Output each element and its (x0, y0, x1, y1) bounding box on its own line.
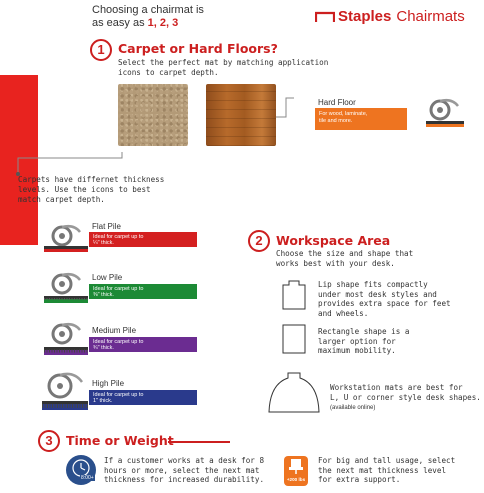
flat-pile-band (89, 232, 197, 247)
high-pile-name: High Pile (92, 379, 125, 388)
intro-line-2: as easy as 1, 2, 3 (92, 17, 179, 29)
flat-pile-band-line-1: Ideal for carpet up to (93, 233, 144, 240)
time-description (104, 456, 264, 485)
rect-line-3: maximum mobility. (318, 346, 396, 355)
weight-icon (284, 456, 308, 486)
flat-pile-name: Flat Pile (92, 222, 121, 231)
weight-line-3: for extra support. (318, 475, 401, 484)
time-line-2: hours or more, select the next mat (104, 465, 260, 475)
work-line-2: L, U or corner style desk shapes. (330, 392, 481, 402)
hard-floor-label: Hard Floor (318, 98, 356, 107)
high-pile-band-line-1: Ideal for carpet up to (93, 391, 144, 398)
chair-weight-icon (284, 456, 308, 476)
rect-line-1: Rectangle shape is a (318, 327, 410, 336)
low-pile-band (89, 284, 197, 299)
step-1-title: Carpet or Hard Floors? (118, 41, 278, 56)
low-pile-chair-icon (40, 270, 90, 308)
medium-pile-band-line-1: Ideal for carpet up to (93, 338, 144, 345)
brand-name: Staples (338, 8, 392, 25)
hard-floor-band-line-1: For wood, laminate, (319, 111, 368, 117)
step-3-title: Time or Weight (66, 433, 174, 448)
medium-pile-chair-icon (40, 320, 90, 362)
intro-line-1: Choosing a chairmat is (92, 4, 204, 16)
lip-line-4: and wheels. (318, 308, 369, 318)
low-pile-band-line-2: ⅜" thick. (93, 291, 114, 298)
time-line-3: thickness for increased durability. (104, 475, 265, 484)
weight-badge: +200 lbs (286, 477, 306, 482)
staples-logo (315, 8, 465, 25)
high-pile-band (89, 390, 197, 405)
weight-description (318, 456, 455, 485)
step-2-title: Workspace Area (276, 233, 391, 248)
step-2-number: 2 (248, 230, 270, 252)
clock-icon (66, 455, 96, 485)
carpet-note-line-3: match carpet depth. (18, 195, 105, 204)
lip-line-2: under most desk styles and (318, 289, 437, 299)
weight-line-1: For big and tall usage, select (318, 456, 456, 465)
flat-pile-band-line-2: ¼" thick. (93, 239, 114, 246)
intro-steps: 1, 2, 3 (147, 17, 179, 29)
work-availability-note: (available online) (330, 405, 376, 411)
step-1-number: 1 (90, 39, 112, 61)
medium-pile-band-line-2: ¾" thick. (93, 344, 114, 351)
step-1-desc-line-1: Select the perfect mat by matching application (118, 58, 329, 67)
carpet-note-line-1: Carpets have differnet thickness (18, 175, 165, 184)
carpet-note (18, 175, 164, 205)
step-2-description (276, 249, 413, 268)
carpet-sample-image (118, 84, 188, 146)
step-1-desc-line-2: icons to carpet depth. (118, 67, 219, 77)
workstation-shape-description (330, 383, 481, 414)
low-pile-name: Low Pile (92, 273, 123, 282)
step-2-desc-line-1: Choose the size and shape that (276, 249, 414, 258)
medium-pile-band (89, 337, 197, 352)
flat-pile-chair-icon (40, 222, 90, 258)
low-pile-band-line-1: Ideal for carpet up to (93, 285, 144, 292)
clock-badge: 8:00+ (81, 475, 94, 481)
product-name: Chairmats (396, 8, 465, 25)
medium-pile-name: Medium Pile (92, 326, 137, 335)
connector-line (276, 95, 296, 119)
step-2-desc-line-2: works best with your desk. (276, 258, 395, 268)
hard-floor-band-line-2: tile and more. (319, 117, 353, 124)
intro-text (92, 4, 204, 30)
rectangle-mat-icon (282, 324, 306, 354)
lip-shape-description (318, 280, 451, 318)
hard-floor-chair-icon (424, 96, 464, 130)
high-pile-chair-icon (36, 370, 92, 418)
lip-mat-icon (282, 280, 306, 310)
lip-line-1: Lip shape fits compactly (318, 280, 428, 289)
step-1-description (118, 58, 328, 77)
rect-line-2: larger option for (318, 336, 396, 346)
step-3-underline (168, 440, 230, 444)
lip-line-3: provides extra space for feet (318, 299, 451, 308)
work-line-1: Workstation mats are best for (330, 383, 463, 392)
carpet-note-line-2: levels. Use the icons to best (18, 185, 151, 194)
weight-line-2: the next mat thickness level (318, 465, 447, 475)
time-line-1: If a customer works at a desk for 8 (104, 456, 265, 465)
rectangle-shape-description (318, 327, 409, 356)
step-3-number: 3 (38, 430, 60, 452)
workstation-mat-icon (268, 372, 320, 414)
high-pile-band-line-2: 1" thick. (93, 397, 113, 404)
staples-bracket-icon (315, 11, 335, 23)
hard-floor-band (315, 108, 407, 130)
hardwood-sample-image (206, 84, 276, 146)
